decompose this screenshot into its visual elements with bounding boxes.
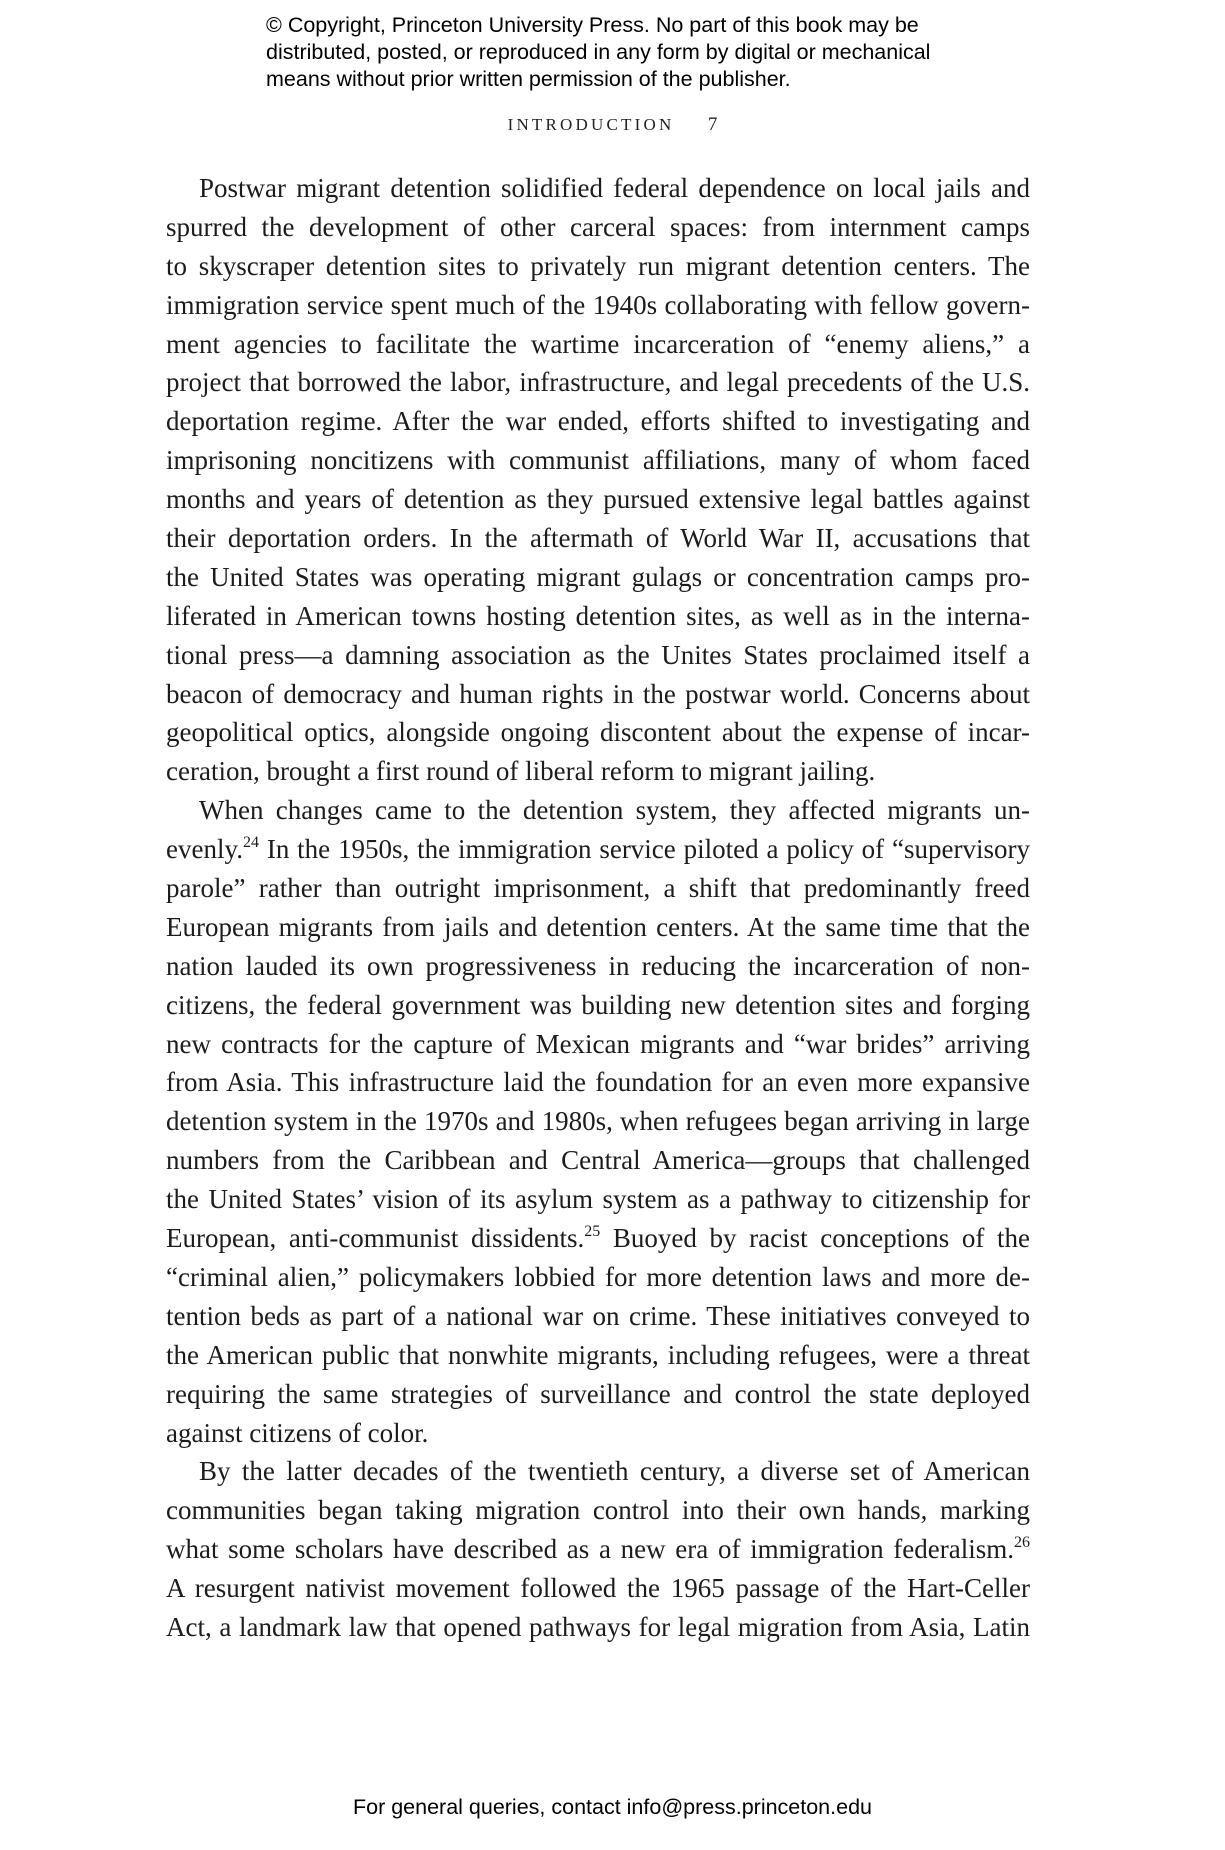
text-line: their deportation orders. In the aftermath of World War II, accusations that <box>166 523 1030 554</box>
paragraph <box>166 1452 1030 1646</box>
text-line <box>166 830 1030 869</box>
text-line: project that borrowed the labor, infrastructure, and legal precedents of the U.S. <box>166 367 1030 398</box>
text-line: “criminal alien,” policymakers lobbied for more detention laws and more de- <box>166 1261 1030 1292</box>
text-line: geopolitical optics, alongside ongoing discontent about the expense of incar- <box>166 717 1030 748</box>
text-line: the American public that nonwhite migrants, including refugees, were a threat <box>166 1339 1030 1370</box>
footer-contact: For general queries, contact info@press.princeton.edu <box>352 1795 872 1819</box>
text-line: beacon of democracy and human rights in the postwar world. Concerns about <box>166 678 1030 709</box>
text-line: nation lauded its own progressiveness in reducing the incarceration of non- <box>166 950 1030 981</box>
footnote-marker[interactable]: 26 <box>1014 1534 1030 1552</box>
text-line: from Asia. This infrastructure laid the foundation for an even more expansive <box>166 1067 1030 1098</box>
copyright-line: distributed, posted, or reproduced in any form by digital or mechanical <box>266 40 931 64</box>
text-line: Act, a landmark law that opened pathways for legal migration from Asia, Latin <box>166 1611 1030 1642</box>
text-fragment: what some scholars have described as a new era of immigration federalism. <box>166 1534 1014 1565</box>
text-line: A resurgent nativist movement followed the 1965 passage of the Hart-Celler <box>166 1573 1030 1604</box>
text-line: new contracts for the capture of Mexican migrants and “war brides” arriving <box>166 1028 1030 1059</box>
text-line: immigration service spent much of the 1940s collaborating with fellow govern- <box>166 289 1030 320</box>
paragraph <box>166 791 1030 1452</box>
text-line: requiring the same strategies of surveillance and control the state deployed <box>166 1378 1030 1409</box>
footnote-marker[interactable]: 24 <box>242 834 259 852</box>
text-line: ment agencies to facilitate the wartime incarceration of “enemy aliens,” a <box>166 328 1030 359</box>
text-fragment: evenly. <box>166 834 243 865</box>
text-line: By the latter decades of the twentieth century, a diverse set of American <box>199 1456 1030 1487</box>
text-fragment: Buoyed by racist conceptions of the <box>612 1223 1031 1254</box>
text-line: the United States’ vision of its asylum system as a pathway to citizenship for <box>166 1184 1030 1215</box>
copyright-line: means without prior written permission of the publisher. <box>266 67 791 91</box>
text-line: Postwar migrant detention solidified federal dependence on local jails and <box>199 173 1030 203</box>
paragraph <box>166 169 1030 791</box>
text-line: detention system in the 1970s and 1980s, when refugees began arriving in large <box>166 1106 1030 1137</box>
text-fragment: In the 1950s, the immigration service piloted a policy of “supervisory <box>266 834 1030 865</box>
body-text <box>166 169 1030 1647</box>
text-line <box>166 1219 1030 1258</box>
text-line: parole” rather than outright imprisonment, a shift that predominantly freed <box>166 873 1030 904</box>
text-line: numbers from the Caribbean and Central America—groups that challenged <box>166 1145 1030 1176</box>
text-line: tional press—a damning association as the Unites States proclaimed itself a <box>166 639 1030 670</box>
text-line: imprisoning noncitizens with communist affiliations, many of whom faced <box>166 445 1030 476</box>
text-line <box>166 1530 1030 1569</box>
text-line: liferated in American towns hosting detention sites, as well as in the interna- <box>166 600 1030 631</box>
section-title: INTRODUCTION <box>507 115 675 134</box>
footnote-marker[interactable]: 25 <box>584 1223 601 1241</box>
text-line: deportation regime. After the war ended, efforts shifted to investigating and <box>166 406 1030 437</box>
text-line: tention beds as part of a national war on crime. These initiatives conveyed to <box>166 1300 1030 1331</box>
text-line: citizens, the federal government was building new detention sites and forging <box>166 989 1030 1020</box>
copyright-line: © Copyright, Princeton University Press. No part of this book may be <box>266 13 919 37</box>
text-line: months and years of detention as they pursued extensive legal battles against <box>166 484 1030 515</box>
text-line: ceration, brought a first round of liberal reform to migrant jailing. <box>166 756 876 787</box>
text-line: the United States was operating migrant gulags or concentration camps pro- <box>166 561 1030 592</box>
text-line: against citizens of color. <box>166 1417 429 1448</box>
text-line: communities began taking migration control into their own hands, marking <box>166 1495 1030 1526</box>
copyright-notice <box>266 12 1026 93</box>
page-number: 7 <box>707 114 718 135</box>
text-line: When changes came to the detention system, they affected migrants un- <box>199 795 1030 826</box>
text-line: to skyscraper detention sites to privately run migrant detention centers. The <box>166 250 1030 281</box>
text-line: European migrants from jails and detention centers. At the same time that the <box>166 911 1030 942</box>
running-head <box>0 114 1225 136</box>
text-fragment: European, anti-communist dissidents. <box>166 1223 585 1254</box>
text-line: spurred the development of other carceral spaces: from internment camps <box>166 211 1030 242</box>
